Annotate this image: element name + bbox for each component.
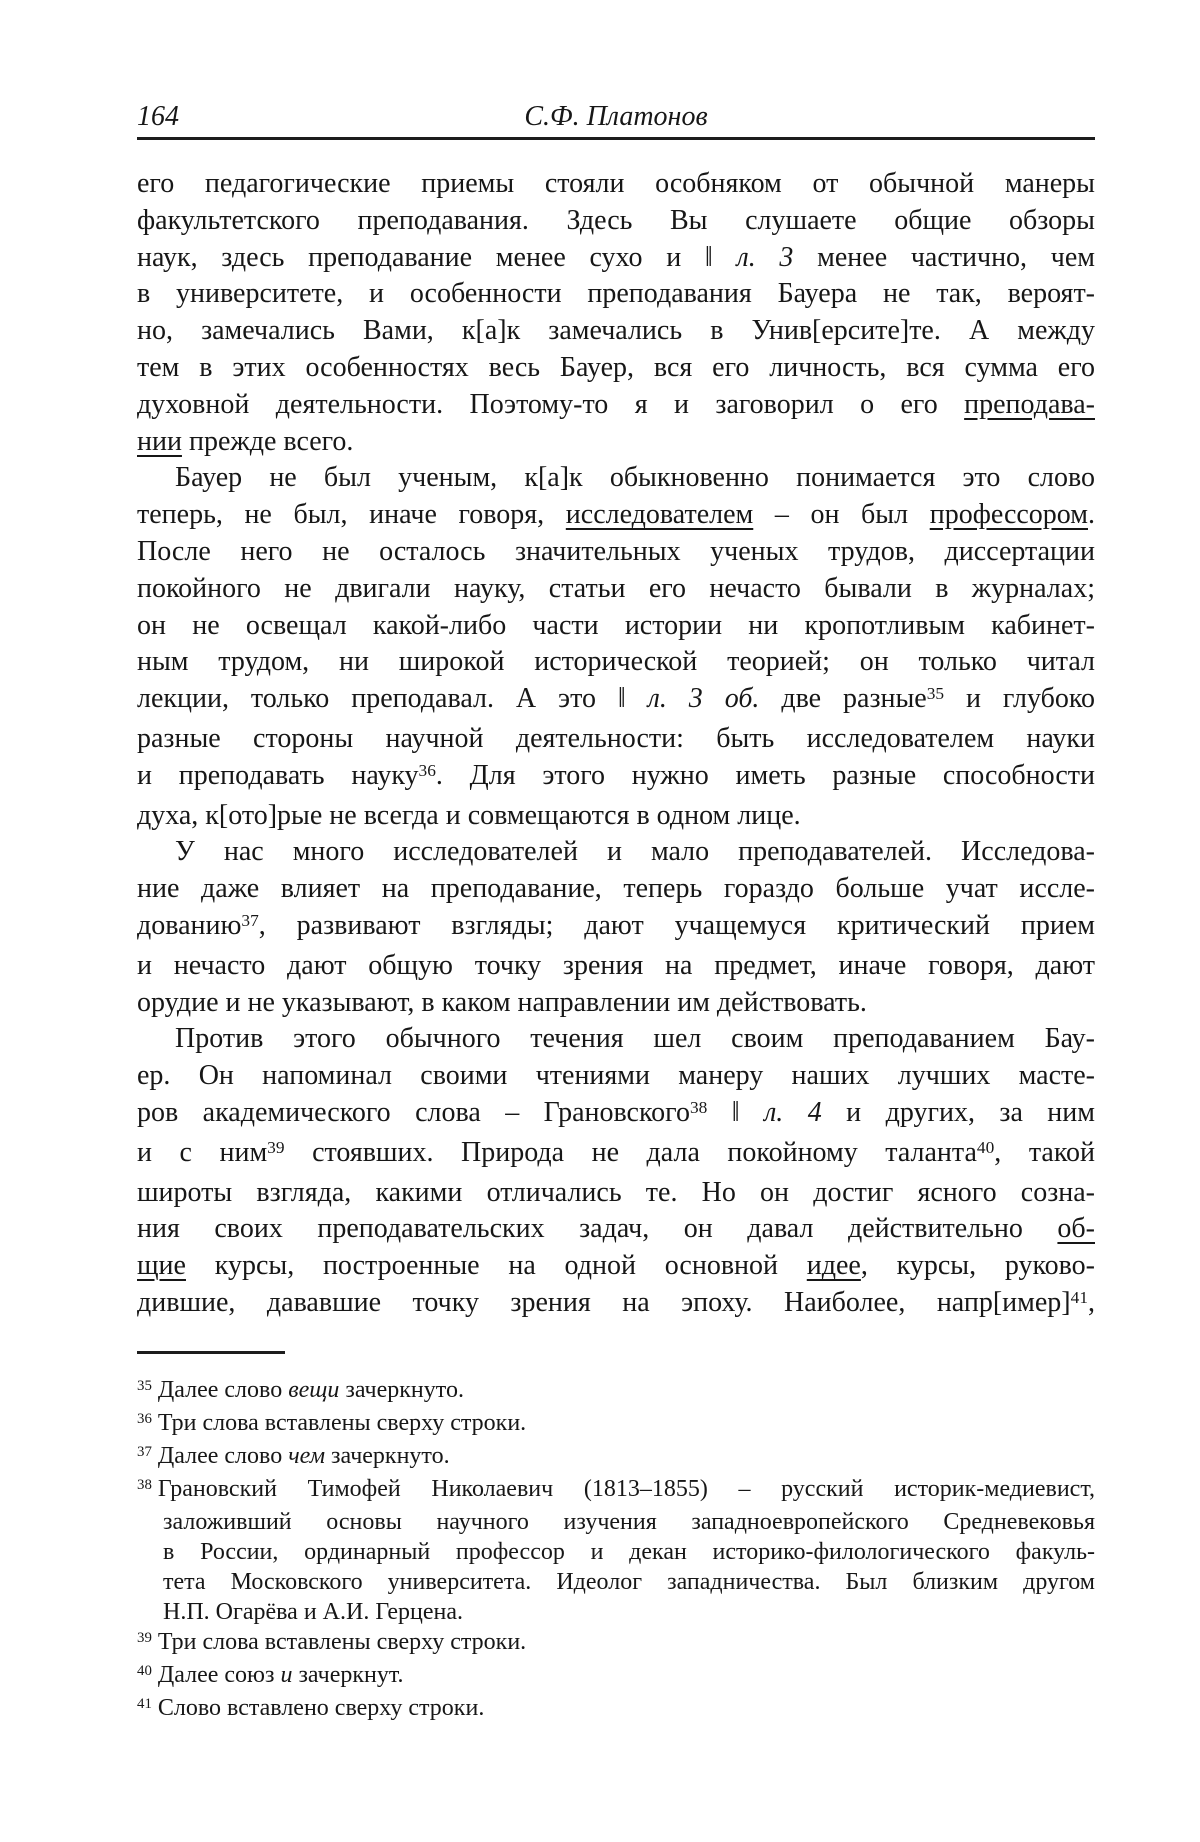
text-line: покойного не двигали науку, статьи его нечасто бывали в журналах; (137, 572, 1095, 604)
text-line: и преподавать науку$^{36}$. Для этого нужно иметь разные способности (137, 759, 1095, 791)
footnote-line: тета Московского университета. Идеолог западничества. Был близким другом (163, 1568, 1095, 1595)
text-line: орудие и не указывают, в каком направлении им действовать. (137, 986, 867, 1018)
footnote-item (137, 1375, 1095, 1408)
text-line: и с ним$^{39}$ стоявших. Природа не дала покойному таланта$^{40}$, такой (137, 1136, 1095, 1168)
text-line: духовной деятельности. Поэтому-то я и заговорил о его преподава- (137, 388, 1095, 420)
paragraph (137, 166, 1095, 460)
text-line: широты взгляда, какими отличались те. Но он достиг ясного созна- (137, 1176, 1095, 1208)
footnote-number: 36 (137, 1411, 152, 1428)
footnote-line: $^{35}$ Далее слово вещи зачеркнуто. (137, 1376, 464, 1403)
text-line: ер. Он напоминал своими чтениями манеру наших лучших масте- (137, 1060, 1095, 1092)
footnote-line: $^{38}$ Грановский Тимофей Николаевич (1813–1855) – русский историк-медиевист, (137, 1475, 1095, 1502)
footnote-line: $^{37}$ Далее слово чем зачеркнуто. (137, 1442, 450, 1469)
text-line: дившие, дававшие точку зрения на эпоху. Наиболее, напр[имер]$^{41}$, (137, 1286, 1095, 1318)
text-line: Против этого обычного течения шел своим преподаванием Бау- (175, 1023, 1095, 1055)
text-line: ным трудом, ни широкой исторической теорией; он только читал (137, 646, 1095, 678)
footnote-number: 39 (137, 1630, 152, 1647)
text-line: ние даже влияет на преподавание, теперь гораздо больше учат иссле- (137, 873, 1095, 905)
text-line: щие курсы, построенные на одной основной идее, курсы, руково- (137, 1250, 1095, 1282)
footnote-line: заложивший основы научного изучения западноевропейского Средневековья (163, 1508, 1095, 1535)
text-line: ров академического слова – Грановского$^{38}$ ‖ л. 4 и других, за ним (137, 1096, 1095, 1128)
page-number: 164 (137, 101, 179, 132)
paragraph (137, 460, 1095, 834)
footnote-line: $^{39}$ Три слова вставлены сверху строки. (137, 1628, 527, 1655)
text-line: ния своих преподавательских задач, он давал действительно об- (137, 1213, 1095, 1245)
text-line: факультетского преподавания. Здесь Вы слушаете общие обзоры (137, 204, 1095, 236)
text-line: он не освещал какой-либо части истории ни кропотливым кабинет- (137, 609, 1095, 641)
text-line: тем в этих особенностях весь Бауер, вся его личность, вся сумма его (137, 351, 1095, 383)
page-header (137, 0, 1095, 137)
footnote-item (137, 1660, 1095, 1693)
footnote-line: в России, ординарный профессор и декан историко-филологического факуль- (163, 1538, 1095, 1565)
body-text (137, 166, 1095, 1325)
footnote-line: $^{41}$ Слово вставлено сверху строки. (137, 1694, 485, 1721)
footnotes (137, 1375, 1095, 1726)
footnote-line: Н.П. Огарёва и А.И. Герцена. (163, 1598, 464, 1625)
footnote-item (137, 1408, 1095, 1441)
footnote-number: 35 (137, 1378, 152, 1395)
footnote-item (137, 1474, 1095, 1627)
text-line: разные стороны научной деятельности: быть исследователем науки (137, 722, 1095, 754)
footnote-number: 41 (137, 1696, 152, 1713)
text-line: У нас много исследователей и мало преподавателей. Исследова- (175, 836, 1095, 868)
footnote-number: 38 (137, 1477, 152, 1494)
text-line: в университете, и особенности преподавания Бауера не так, вероят- (137, 278, 1095, 310)
text-line: и нечасто дают общую точку зрения на предмет, иначе говоря, дают (137, 949, 1095, 981)
footnote-number: 37 (137, 1444, 152, 1461)
text-line: наук, здесь преподавание менее сухо и ‖ л. 3 менее частично, чем (137, 241, 1096, 273)
text-line: Бауер не был ученым, к[а]к обыкновенно понимается это слово (175, 462, 1095, 494)
footnote-line: $^{36}$ Три слова вставлены сверху строки. (137, 1409, 527, 1436)
paragraph (137, 1021, 1095, 1324)
text-line: После него не осталось значительных ученых трудов, диссертации (137, 535, 1095, 567)
footnote-number: 40 (137, 1663, 152, 1680)
text-line: нии прежде всего. (137, 425, 354, 457)
paragraph (137, 834, 1095, 1021)
footnote-separator (137, 1351, 285, 1354)
text-column (137, 0, 1095, 1726)
text-line: но, замечались Вами, к[а]к замечались в Унив[ерсите]те. А между (137, 315, 1095, 347)
footnote-line: $^{40}$ Далее союз и зачеркнут. (137, 1661, 404, 1688)
footnote-item (137, 1441, 1095, 1474)
text-line: лекции, только преподавал. А это ‖ л. 3 об. две разные$^{35}$ и глубоко (137, 683, 1096, 715)
footnote-item (137, 1627, 1095, 1660)
text-line: духа, к[ото]рые не всегда и совмещаются в одном лице. (137, 799, 801, 831)
footnote-item (137, 1693, 1095, 1726)
header-rule (137, 137, 1095, 140)
text-line: его педагогические приемы стояли особняком от обычной манеры (137, 168, 1095, 199)
running-title: С.Ф. Платонов (524, 101, 708, 132)
text-line: дованию$^{37}$, развивают взгляды; дают учащемуся критический прием (137, 909, 1095, 941)
text-line: теперь, не был, иначе говоря, исследователем – он был профессором. (137, 499, 1095, 531)
